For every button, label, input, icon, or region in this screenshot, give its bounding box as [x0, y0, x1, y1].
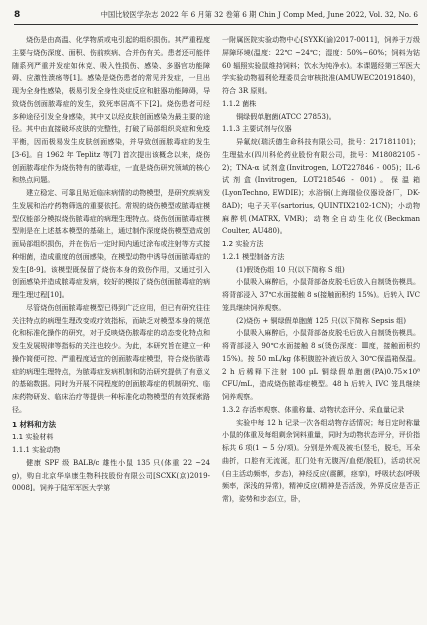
right-column: [222, 34, 420, 506]
paragraph: 实验中每 12 h 记录一次各组动物存活情况；每日定时称量小鼠的体重及每组剩余饲料重量，同时为动物状态评分，评价指标共 6 项(1 ~ 5 分/项)。分别是外观及被毛(竖毛，脱毛，耳朵曲折，口腔有无流涎，肛门处有无腹泻/血便/脱肛)，活动状况(自主活动频率，步态)，神经反应(震颤，痉挛)，呼吸状态(呼吸频率，深浅的异常)，精神反应(精神是否活泼，外界反应是否正常)，姿势和步态(立，卧，: [222, 417, 420, 503]
page-header: [14, 6, 418, 25]
paragraph: 小鼠吸入麻醉后，小鼠背部备皮脱毛后放入自制烫伤模具。将背部浸入 90℃水面接触 8 s(烫伤深度：Ⅲ度，接触面积约 15%)。按 50 mL/kg 体积腹腔补液后放入 30℃保温箱保温。2 h 后稀释下注射 100 μL 铜绿假单胞菌(PA)0.75×10⁸ CFU/mL，造成烧伤脓毒症模型。48 h 后转入 IVC 笼具继续饲养观察。: [222, 328, 420, 401]
subsubsection-heading: 1.1.1 实验动物: [12, 445, 61, 454]
paragraph: (1)假烫伤组 10 只(以下简称 S 组): [236, 264, 345, 274]
paragraph: 小鼠吸入麻醉后，小鼠背部备皮脱毛后放入自制烫伤模具。将背部浸入 37℃水面接触 8 s(接触面积约 15%)。后转入 IVC 笼具继续饲养观察。: [222, 277, 420, 312]
paragraph: 一附属医院实验动物中心[SYXK(渝)2017-0011]，饲养于万级屏障环境(温度：22℃ ~24℃；湿度：50%~60%；饲料为钴 60 辐照实验鼠维持饲料；饮水为纯净水)。本课题经第三军医大学实验动物福利伦理委员会审核批准(AMUWEC20191840)，符合 3R 原则。: [222, 35, 420, 95]
paragraph: (2)烧伤 + 铜绿假单胞菌 125 只(以下简称 Sepsis 组): [236, 315, 407, 325]
paragraph: 烧伤是由高温、化学物质或电引起的组织损伤。其严重程度主要与烧伤深度、面积、伤前疾病、合并伤有关。患者还可能伴随系列严重并发症如休克、吸入性损伤、感染、多器官功能障碍、应激性溃疡等[1]。感染是烧伤患者的常见并发症，一旦出现为全身性感染，极易引发全身性炎症反应和脏器功能障碍，导致烧伤创面脓毒症的发生，致死率居高不下[2]。烧伤患者可经多种途径引发全身感染，其中又以经皮肤创面感染为最主要的途径。其中由直接破坏皮肤的完整性，打破了局部组织炎症和免疫平衡，因而极易发生皮肤创面感染，并导致创面脓毒症的发生[3-6]。自 1962 年 Teplitz 等[7] 首次提出该概念以来，烧伤创面脓毒症作为烧伤特有的脓毒症，一直是烧伤研究领域的核心和热点问题。: [12, 35, 210, 185]
subsubsection-heading: 1.1.3 主要试剂与仪器: [222, 124, 292, 134]
paragraph: 健康 SPF 级 BALB/c 雄性小鼠 135 只(体重 22 ~24 g)，购自北京华阜康生物科技股份有限公司[SCXK(京)2019-0008]。饲养于陆军军医大学第: [12, 457, 210, 493]
subsection-heading: 1.1 实验材料: [12, 433, 54, 442]
left-column: [12, 34, 210, 495]
subsection-heading: 1.2 实验方法: [222, 240, 264, 248]
paragraph: 建立稳定、可靠且贴近临床病情的动物模型，是研究疾病发生发展和治疗药物筛选的重要依托。常规的烧伤模型或脓毒症模型仅能部分模拟烧伤脓毒症的病理生理特点。烧伤创面脓毒症模型则是在上述基本模型的基础上，通过制作深度烧伤模型造成创面局部组织损伤，并在伤后一定时间内通过涂布或注射等方式接种细菌，造成重度的创面感染，在模型动物中诱导创面脓毒症的发生[8-9]。该模型既保留了烧伤本身的致伤作用，又通过引入创面感染并造成脓毒症发病，较好的模拟了烧伤创面脓毒症的病理生理过程[10]。: [12, 188, 210, 299]
paragraph: 异氟烷(瑞沃德生命科技有限公司，批号：217181101)；生理盐水(四川科伦药业股份有限公司，批号：M18082105 - 2)；TNA-α 试剂盒(Invitrogen, LOT227846 - 005)；IL-6 试剂盒(Invitrogen, LOT218546 - 001)。保温箱(LyonTechno, EWDIE)；水浴锅(上海瑞俭仪器设备厂，DK-8AD)；电子天平(sartorius, QUINTIX2102-1CN)；小动物麻醉机(MATRX, VMR)；动物全自动生化仪(Beckman Coulter, AU480)。: [222, 137, 420, 236]
paragraph: 尽管烧伤创面脓毒症模型已得到广泛应用，但已有研究往往关注特点的病理生理改变或疗效指标，而缺乏对模型本身的规范化和标准化操作的研究，对于反映烧伤脓毒症的动态变化特点和发生发展规律等指标的关注也较少。为此，本研究旨在建立一种操作简便可控、严重程度适宜的创面脓毒症模型，符合烧伤脓毒症的病理生理特点，为脓毒症发病机制和防治研究提供了有意义的基础数据。同时为开展不同程度的创面脓毒症的机制研究、临床药物研发、临床治疗等提供一种标准化动物模型的有效探索路径。: [12, 302, 210, 414]
page-number: 8: [14, 10, 21, 20]
subsubsection-heading: 1.1.2 菌株: [222, 98, 257, 108]
section-heading: 1 材料和方法: [12, 419, 57, 429]
journal-citation: 中国比较医学杂志 2022 年 6 月第 32 卷第 6 期 Chin J Comp Med, June 2022, Vol. 32, No. 6: [100, 10, 418, 19]
subsubsection-heading: 1.2.1 模型制备方法: [222, 251, 285, 261]
subsubsection-heading: 1.3.2 存活率观察、体重称量、动物状态评分、采血量记录: [222, 404, 405, 414]
paragraph: 铜绿假单胞菌(ATCC 27853)。: [236, 111, 336, 121]
